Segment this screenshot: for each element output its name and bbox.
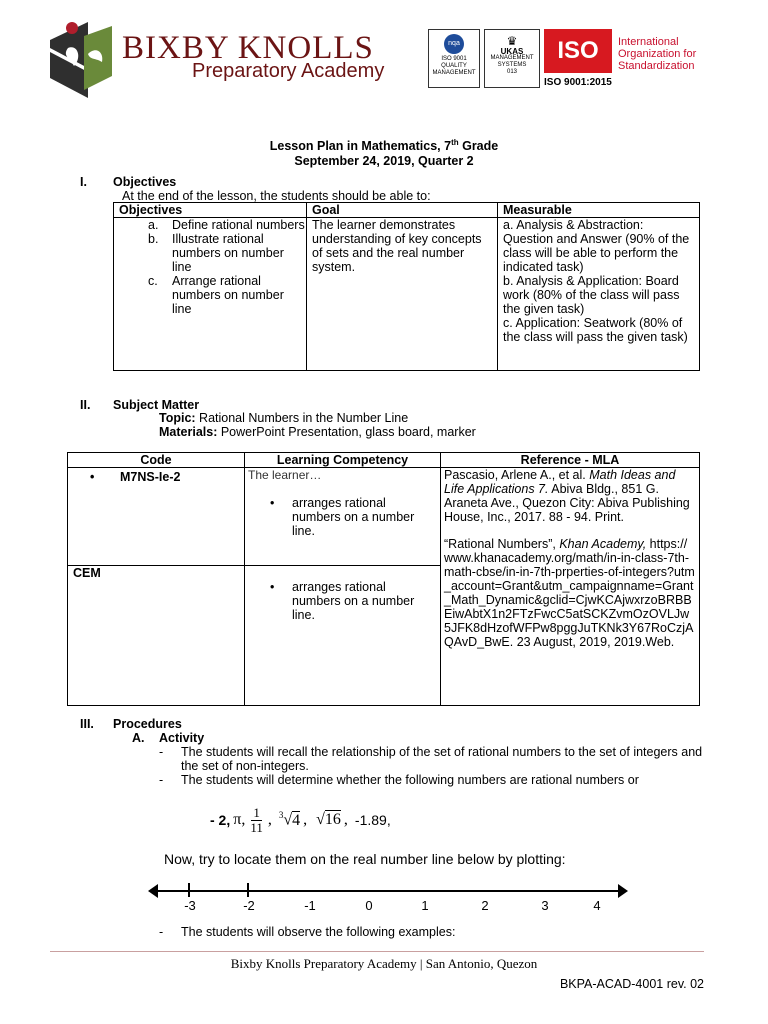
subsection-a-mark: A.	[132, 731, 145, 745]
iso-organization-name: International Organization for Standardization	[618, 36, 697, 72]
number-line	[148, 890, 628, 930]
school-subtitle: Preparatory Academy	[192, 60, 385, 82]
list-item: c. Arrange rational numbers on number line	[148, 274, 284, 316]
measurable-b: b. Analysis & Application: Board work (80% of the class will pass the given task)	[503, 274, 680, 316]
objectives-cell	[114, 218, 307, 371]
number-line-axis	[154, 890, 622, 892]
nqa-management-label: MANAGEMENT	[432, 70, 476, 76]
title-line1: Lesson Plan in Mathematics, 7	[269, 139, 452, 154]
footer-divider	[50, 951, 704, 952]
code-cell-2: CEM	[68, 566, 245, 706]
observe-bullet-wrap	[159, 925, 704, 939]
nqa-quality-label: QUALITY	[441, 63, 467, 69]
section-2-number: II.	[80, 398, 91, 412]
ukas-label: UKAS	[500, 47, 524, 56]
materials-value: PowerPoint Presentation, glass board, marker	[217, 425, 476, 439]
number-pi: π,	[233, 811, 246, 828]
number-square-root: √16	[316, 811, 341, 828]
title-grade: Grade	[458, 139, 499, 154]
section-3-number: III.	[80, 717, 94, 731]
materials-label: Materials:	[159, 425, 218, 439]
section-2-heading: Subject Matter	[113, 398, 200, 412]
activity-bullet-2: - The students will determine whether the following numbers are rational numbers or	[159, 773, 704, 787]
list-item: b. Illustrate rational numbers on number line	[148, 232, 284, 274]
tick-mark	[247, 883, 249, 897]
page-title	[0, 135, 768, 169]
nqa-logo-icon	[444, 34, 464, 54]
activity-bullets	[159, 745, 704, 787]
crown-icon: ♛	[506, 34, 518, 48]
title-date: September 24, 2019, Quarter 2	[294, 154, 474, 169]
subsection-a-heading: Activity	[159, 731, 205, 745]
activity-bullet-1: - The students will recall the relationship of the set of rational numbers to the set of integers and the set of non-integers.	[159, 745, 704, 773]
objectives-list	[114, 218, 306, 316]
right-arrow-icon	[618, 884, 628, 898]
number-line-label: 3	[541, 898, 549, 913]
measurable-c: c. Application: Seatwork (80% of the class will pass the given task)	[503, 316, 688, 344]
learner-label: The learner…	[248, 468, 322, 482]
nqa-certification-badge	[428, 29, 480, 88]
code-value-1: • M7NS-Ie-2	[68, 470, 244, 484]
goal-cell: The learner demonstrates understanding of key concepts of sets and the real number system.	[307, 218, 498, 371]
measurable-header: Measurable	[498, 203, 700, 218]
subject-matter-table	[67, 452, 700, 706]
objectives-intro: At the end of the lesson, the students should be able to:	[122, 189, 431, 203]
iso-badge: ISO	[544, 29, 612, 73]
title-superscript: th	[451, 138, 459, 147]
ukas-management-label: MANAGEMENT	[490, 55, 534, 61]
competency-1: • arranges rational numbers on a number line.	[248, 496, 437, 538]
code-cell-1	[68, 468, 245, 566]
goal-header: Goal	[307, 203, 498, 218]
number-cube-root: $^3$√4	[278, 810, 301, 829]
tick-mark	[188, 883, 190, 897]
code-header: Code	[68, 453, 245, 468]
number-line-label: 4	[593, 898, 601, 913]
topic-value: Rational Numbers in the Number Line	[195, 411, 409, 425]
section-1-heading: Objectives	[113, 175, 177, 189]
competency-cell-2	[245, 566, 441, 706]
number-neg2: - 2,	[210, 812, 231, 828]
objectives-table	[113, 202, 700, 371]
objectives-header: Objectives	[114, 203, 307, 218]
reference-header: Reference - MLA	[441, 453, 700, 468]
number-line-label: 0	[365, 898, 373, 913]
section-1-number: I.	[80, 175, 87, 189]
activity-bullet-3: - The students will observe the following examples:	[159, 925, 704, 939]
competency-2: • arranges rational numbers on a number line.	[248, 580, 437, 622]
ukas-systems-label: SYSTEMS	[497, 62, 527, 68]
left-arrow-icon	[148, 884, 158, 898]
list-item: a. Define rational numbers	[148, 218, 305, 232]
competency-header: Learning Competency	[245, 453, 441, 468]
school-name: BIXBY KNOLLS	[122, 30, 374, 66]
measurable-cell	[498, 218, 700, 371]
school-logo-emblem	[48, 18, 114, 100]
number-set: - 2, π, 1 11 , $^3$√4 , √16 , -1.89,	[210, 804, 391, 835]
number-line-label: 2	[481, 898, 489, 913]
competency-cell-1	[245, 468, 441, 566]
number-line-label: 1	[421, 898, 429, 913]
section-3-heading: Procedures	[113, 717, 182, 731]
ukas-certification-badge	[484, 29, 540, 88]
nqa-label: nqa	[448, 40, 460, 47]
number-fraction: 1 11	[250, 804, 263, 835]
plot-instruction: Now, try to locate them on the real number line below by plotting:	[164, 851, 566, 867]
number-line-label: -1	[304, 898, 316, 913]
reference-2: “Rational Numbers”, Khan Academy, https://www.khanacademy.org/math/in-in-class-7th-math-cbse/in-in-7th-prperties-of-integers?utm_account=Grant&utm_campaignname=Grant_Math_Dynamic&gclid=CjwKCAjwxrzoBRBBEiwAbtX1n2FTzFwcC5atSCKZvmOzOVLJw5JFK8dHzofWFPw8pggJuTKNk3Y67RoCzjAQAvD_BwE. 23 August, 2019, 2019.Web.	[444, 537, 695, 649]
document-code: BKPA-ACAD-4001 rev. 02	[559, 977, 704, 991]
topic-label: Topic:	[159, 411, 196, 425]
iso-standard-label: ISO 9001:2015	[544, 77, 612, 88]
reference-cell	[441, 468, 700, 706]
materials-line	[159, 425, 476, 439]
number-line-label: -3	[184, 898, 196, 913]
number-line-label: -2	[243, 898, 255, 913]
reference-1: Pascasio, Arlene A., et al. Math Ideas and Life Applications 7. Abiva Bldg., 851 G. Araneta Ave., Quezon City: Abiva Publishing House, Inc., 2017. 88 - 94. Print.	[444, 468, 690, 524]
number-decimal: -1.89,	[354, 812, 391, 828]
measurable-a: a. Analysis & Abstraction: Question and Answer (90% of the class will be able to perform the indicated task)	[503, 218, 690, 274]
footer-text: Bixby Knolls Preparatory Academy | San Antonio, Quezon	[230, 956, 538, 971]
topic-line	[159, 411, 408, 425]
ukas-number-label: 013	[506, 69, 517, 75]
nqa-iso-label: ISO 9001	[441, 56, 467, 62]
